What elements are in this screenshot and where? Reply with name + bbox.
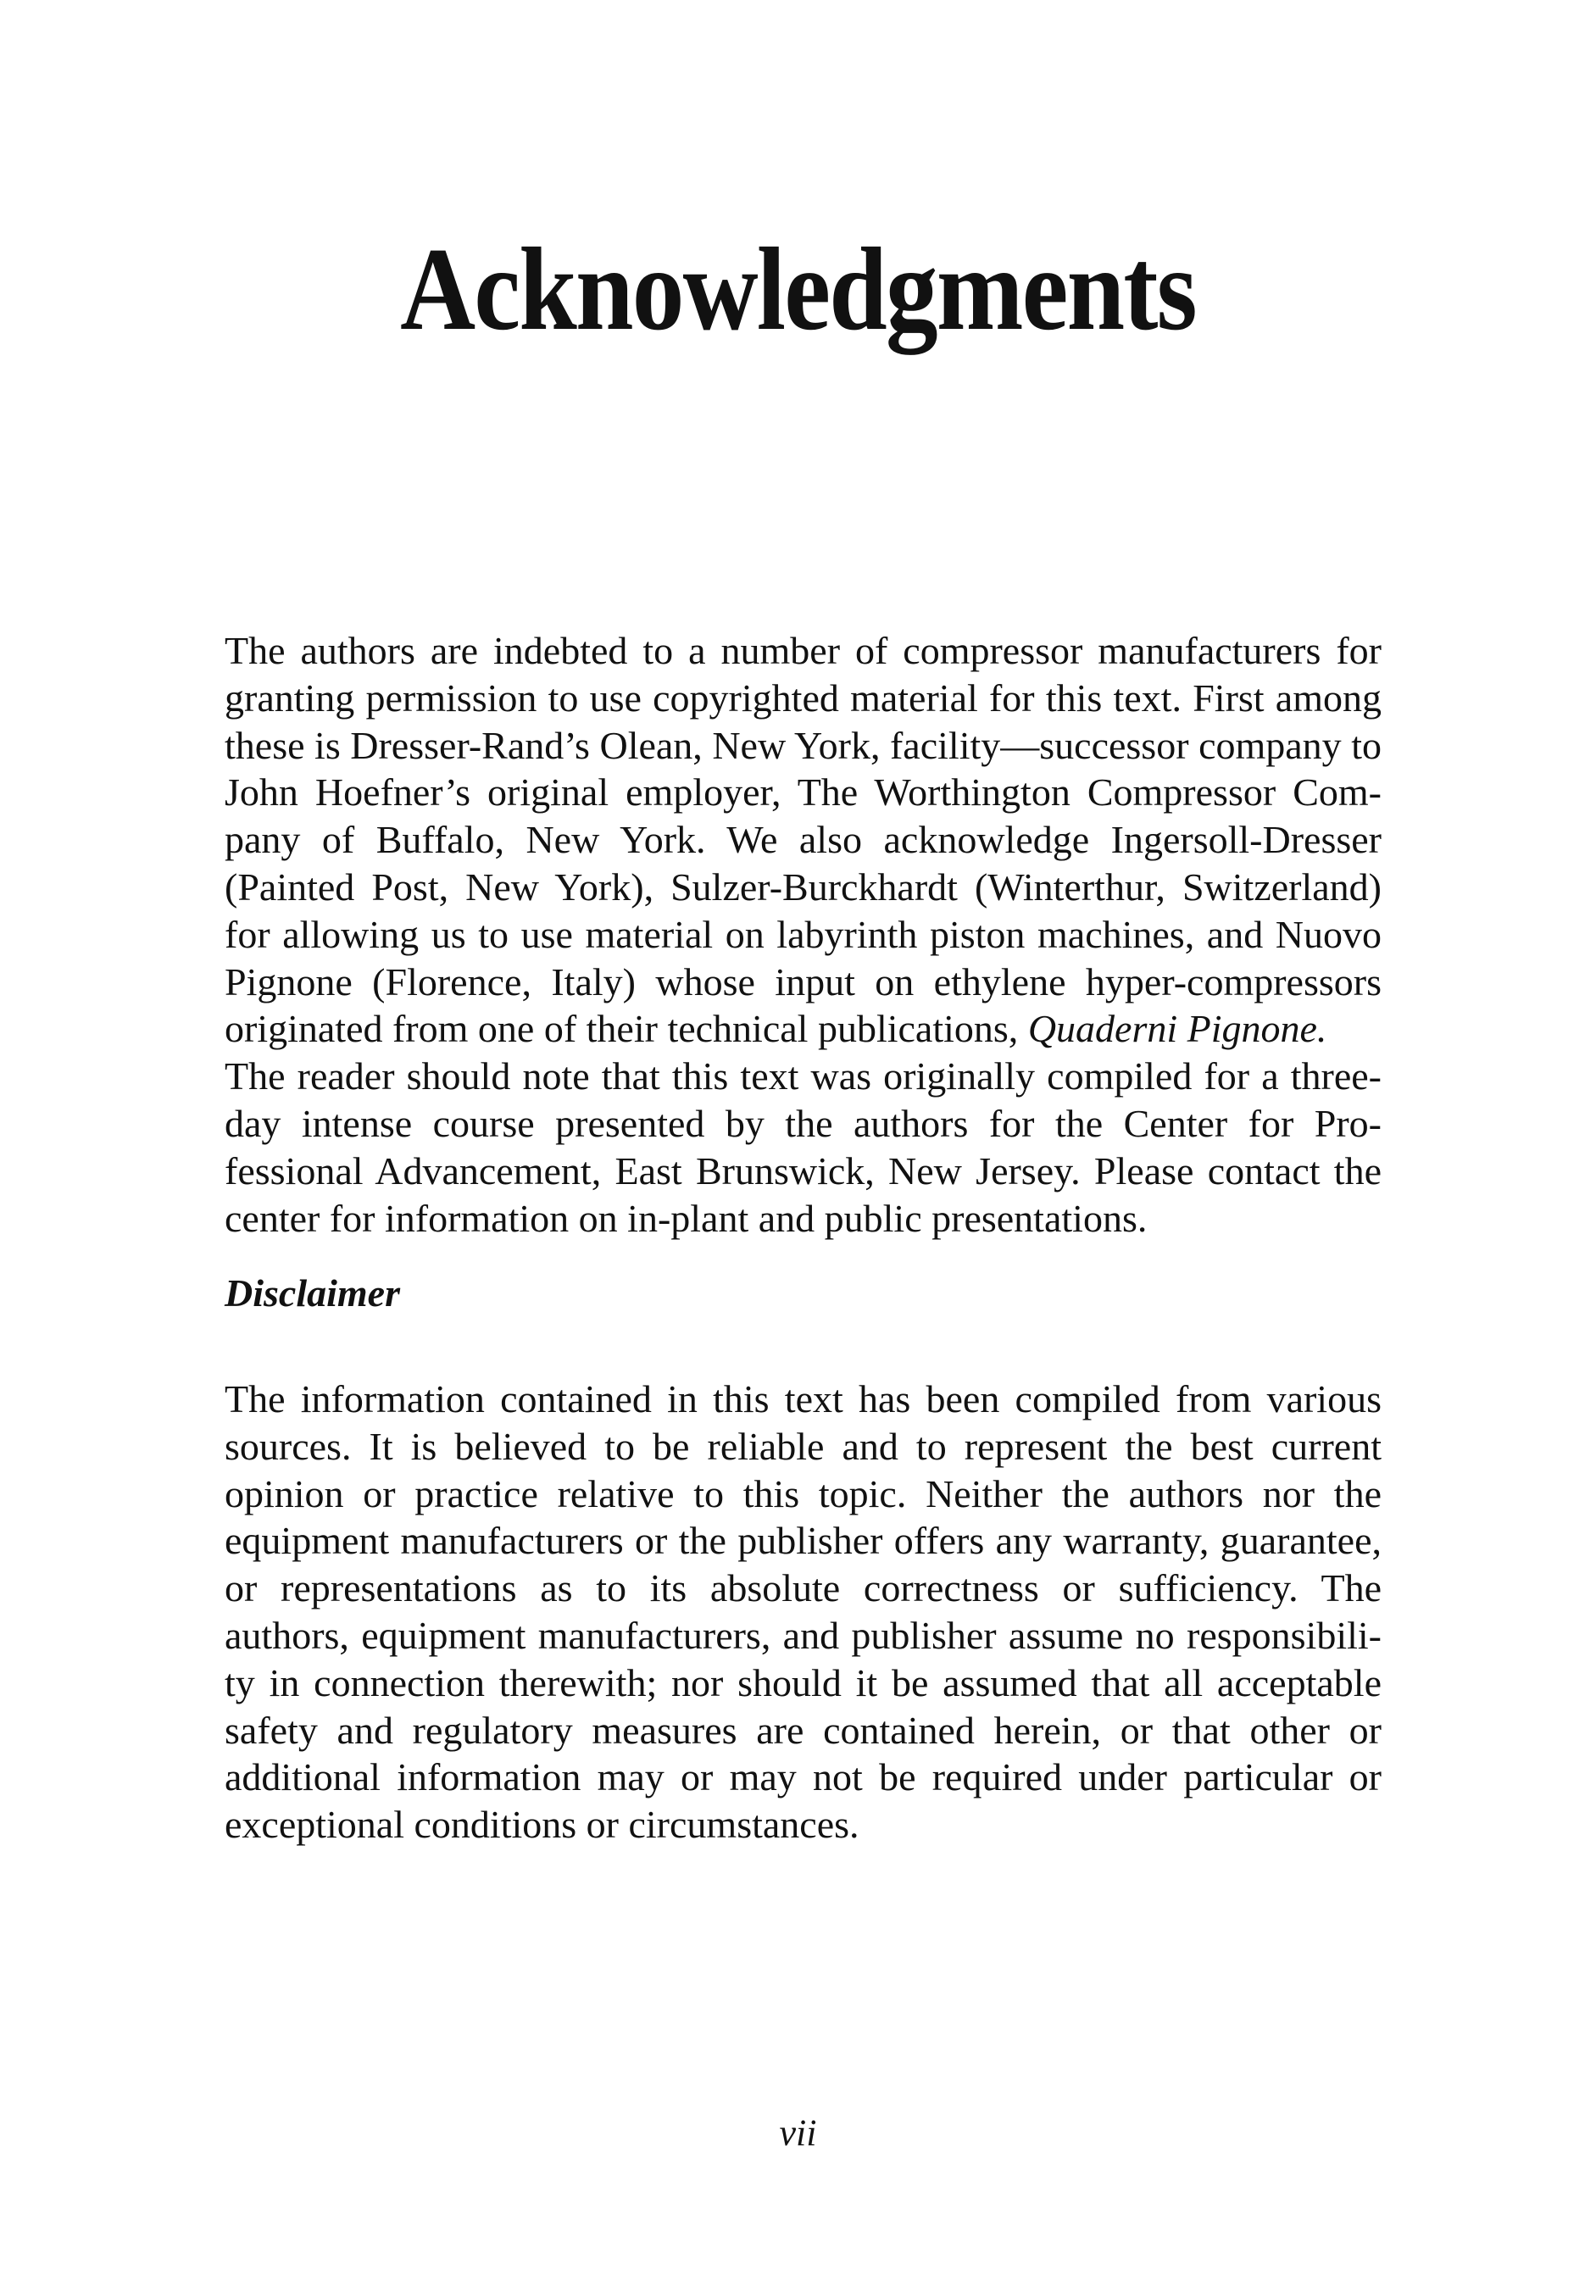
disclaimer-heading: Disclaimer [225,1271,400,1315]
acknowledgments-section [225,627,1382,1242]
disclaimer-section [225,1376,1382,1848]
page-title: Acknowledgments [400,224,1196,355]
disclaimer-paragraph: The information contained in this text has been compiled from various sources. It is believed to be reliable and to represent the best current opinion or practice relative to this topic. Neither the authors nor the equipment manufacturers or the publisher offers any warranty, guarantee, or representations as to its absolute correctness or sufficiency. The authors, equipment manufacturers, and publisher assume no responsibility in connection therewith; nor should it be assumed that all acceptable safety and regulatory measures are contained herein, or that other or additional information may or may not be required under particular or exceptional conditions or circumstances. [225,1377,1382,1847]
acknowledgments-paragraph-1-text: The authors are indebted to a number of compressor manufacturers for granting permission to use copyrighted material for this text. First among these is Dresser-Rand’s Olean, New York, facility—successor company to John Hoefner’s original employer, The Worthington Compressor Company of Buffalo, New York. We also acknowledge Ingersoll-Dresser (Painted Post, New York), Sulzer-Burckhardt (Winterthur, Switzerland) for allowing us to use material on labyrinth piston machines, and Nuovo Pignone (Florence, Italy) whose input on ethylene hyper-compressors originated from one of their technical publications, [225,629,1382,1051]
page-number: vii [779,2112,817,2154]
publication-title: Quaderni Pignone. [1027,1007,1327,1051]
acknowledgments-paragraph-2: The reader should note that this text was originally compiled for a three-day intense course presented by the authors for the Center for Professional Advancement, East Brunswick, New Jersey. Please contact the center for information on in-plant and public presentations. [225,1054,1382,1240]
acknowledgments-paragraph-1 [225,627,1382,1053]
